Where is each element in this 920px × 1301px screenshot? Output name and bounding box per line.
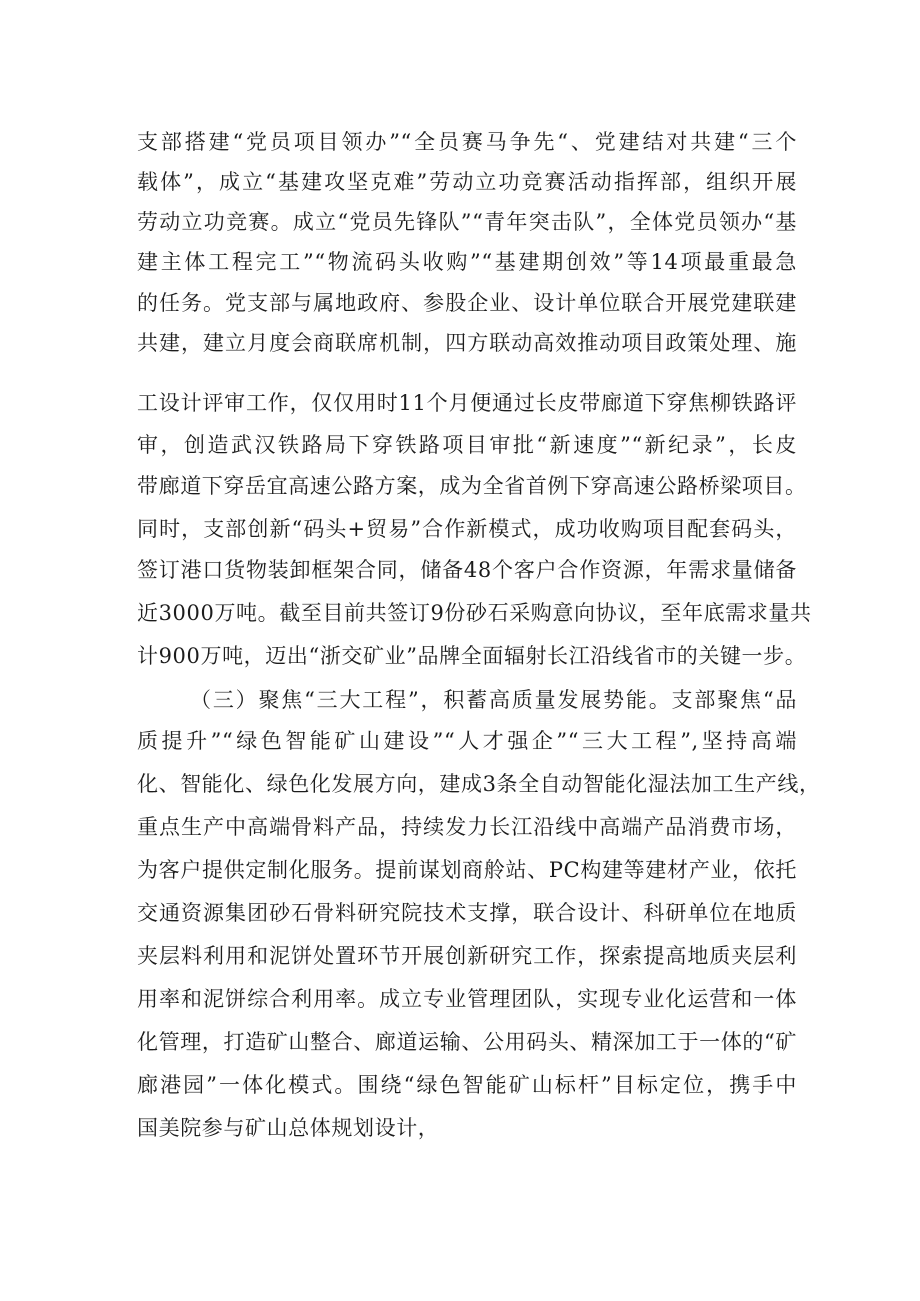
section-heading-line: （三）聚焦“三大工程”，积蓄高质量发展势能。支部聚焦“品: [190, 688, 797, 712]
paragraph-line: 重点生产中高端骨料产品，持续发力长江沿线中高端产品消费市场，: [137, 815, 797, 839]
paragraph-line: 交通资源集团砂石骨料研究院技术支撑，联合设计、科研单位在地质: [137, 901, 797, 925]
paragraph-line: 建主体工程完工”“物流码头收购”“基建期创效”等14项最重最急: [137, 250, 797, 274]
paragraph-line: 带廊道下穿岳宜高速公路方案，成为全省首例下穿高速公路桥梁项目。: [137, 474, 807, 498]
paragraph-line: 用率和泥饼综合利用率。成立专业管理团队，实现专业化运营和一体: [137, 987, 797, 1011]
paragraph-line: 共建，建立月度会商联席机制，四方联动高效推动项目政策处理、施: [137, 331, 797, 355]
paragraph-line: 同时，支部创新“码头+贸易”合作新模式，成功收购项目配套码头，: [137, 517, 797, 541]
paragraph-line: 的任务。党支部与属地政府、参股企业、设计单位联合开展党建联建: [137, 291, 797, 315]
paragraph-line: 化、智能化、绿色化发展方向，建成3条全自动智能化湿法加工生产线，: [137, 772, 821, 796]
paragraph-line: 质提升”“绿色智能矿山建设”“人才强企”“三大工程”,坚持高端: [137, 729, 797, 753]
paragraph-line: 劳动立功竞赛。成立“党员先锋队”“青年突击队”，全体党员领办“基: [137, 210, 797, 234]
paragraph-line: 国美院参与矿山总体规划设计，: [137, 1116, 440, 1140]
paragraph-line: 近3000万吨。截至目前共签订9份砂石采购意向协议，至年底需求量共: [137, 601, 812, 625]
paragraph-line: 计900万吨，迈出“浙交矿业”品牌全面辐射长江沿线省市的关键一步。: [137, 644, 807, 668]
paragraph-line: 廊港园”一体化模式。围绕“绿色智能矿山标杆”目标定位，携手中: [137, 1073, 797, 1097]
paragraph-line: 支部搭建“党员项目领办”“全员赛马争先“、党建结对共建“三个: [137, 130, 797, 154]
paragraph-line: 为客户提供定制化服务。提前谋划商舲站、PC构建等建材产业，依托: [137, 858, 797, 882]
paragraph-line: 载体”，成立“基建攻坚克难”劳动立功竞赛活动指挥部，组织开展: [137, 170, 797, 194]
paragraph-line: 化管理，打造矿山整合、廊道运输、公用码头、精深加工于一体的“矿: [137, 1030, 797, 1054]
paragraph-line: 审，创造武汉铁路局下穿铁路项目审批“新速度”“新纪录”，长皮: [137, 433, 797, 457]
paragraph-line: 夹层料利用和泥饼处置环节开展创新研究工作，探索提高地质夹层利: [137, 944, 797, 968]
paragraph-line: 签订港口货物装卸框架合同，储备48个客户合作资源，年需求量储备: [137, 558, 797, 582]
paragraph-line: 工设计评审工作，仅仅用时11个月便通过长皮带廊道下穿焦柳铁路评: [137, 391, 797, 415]
